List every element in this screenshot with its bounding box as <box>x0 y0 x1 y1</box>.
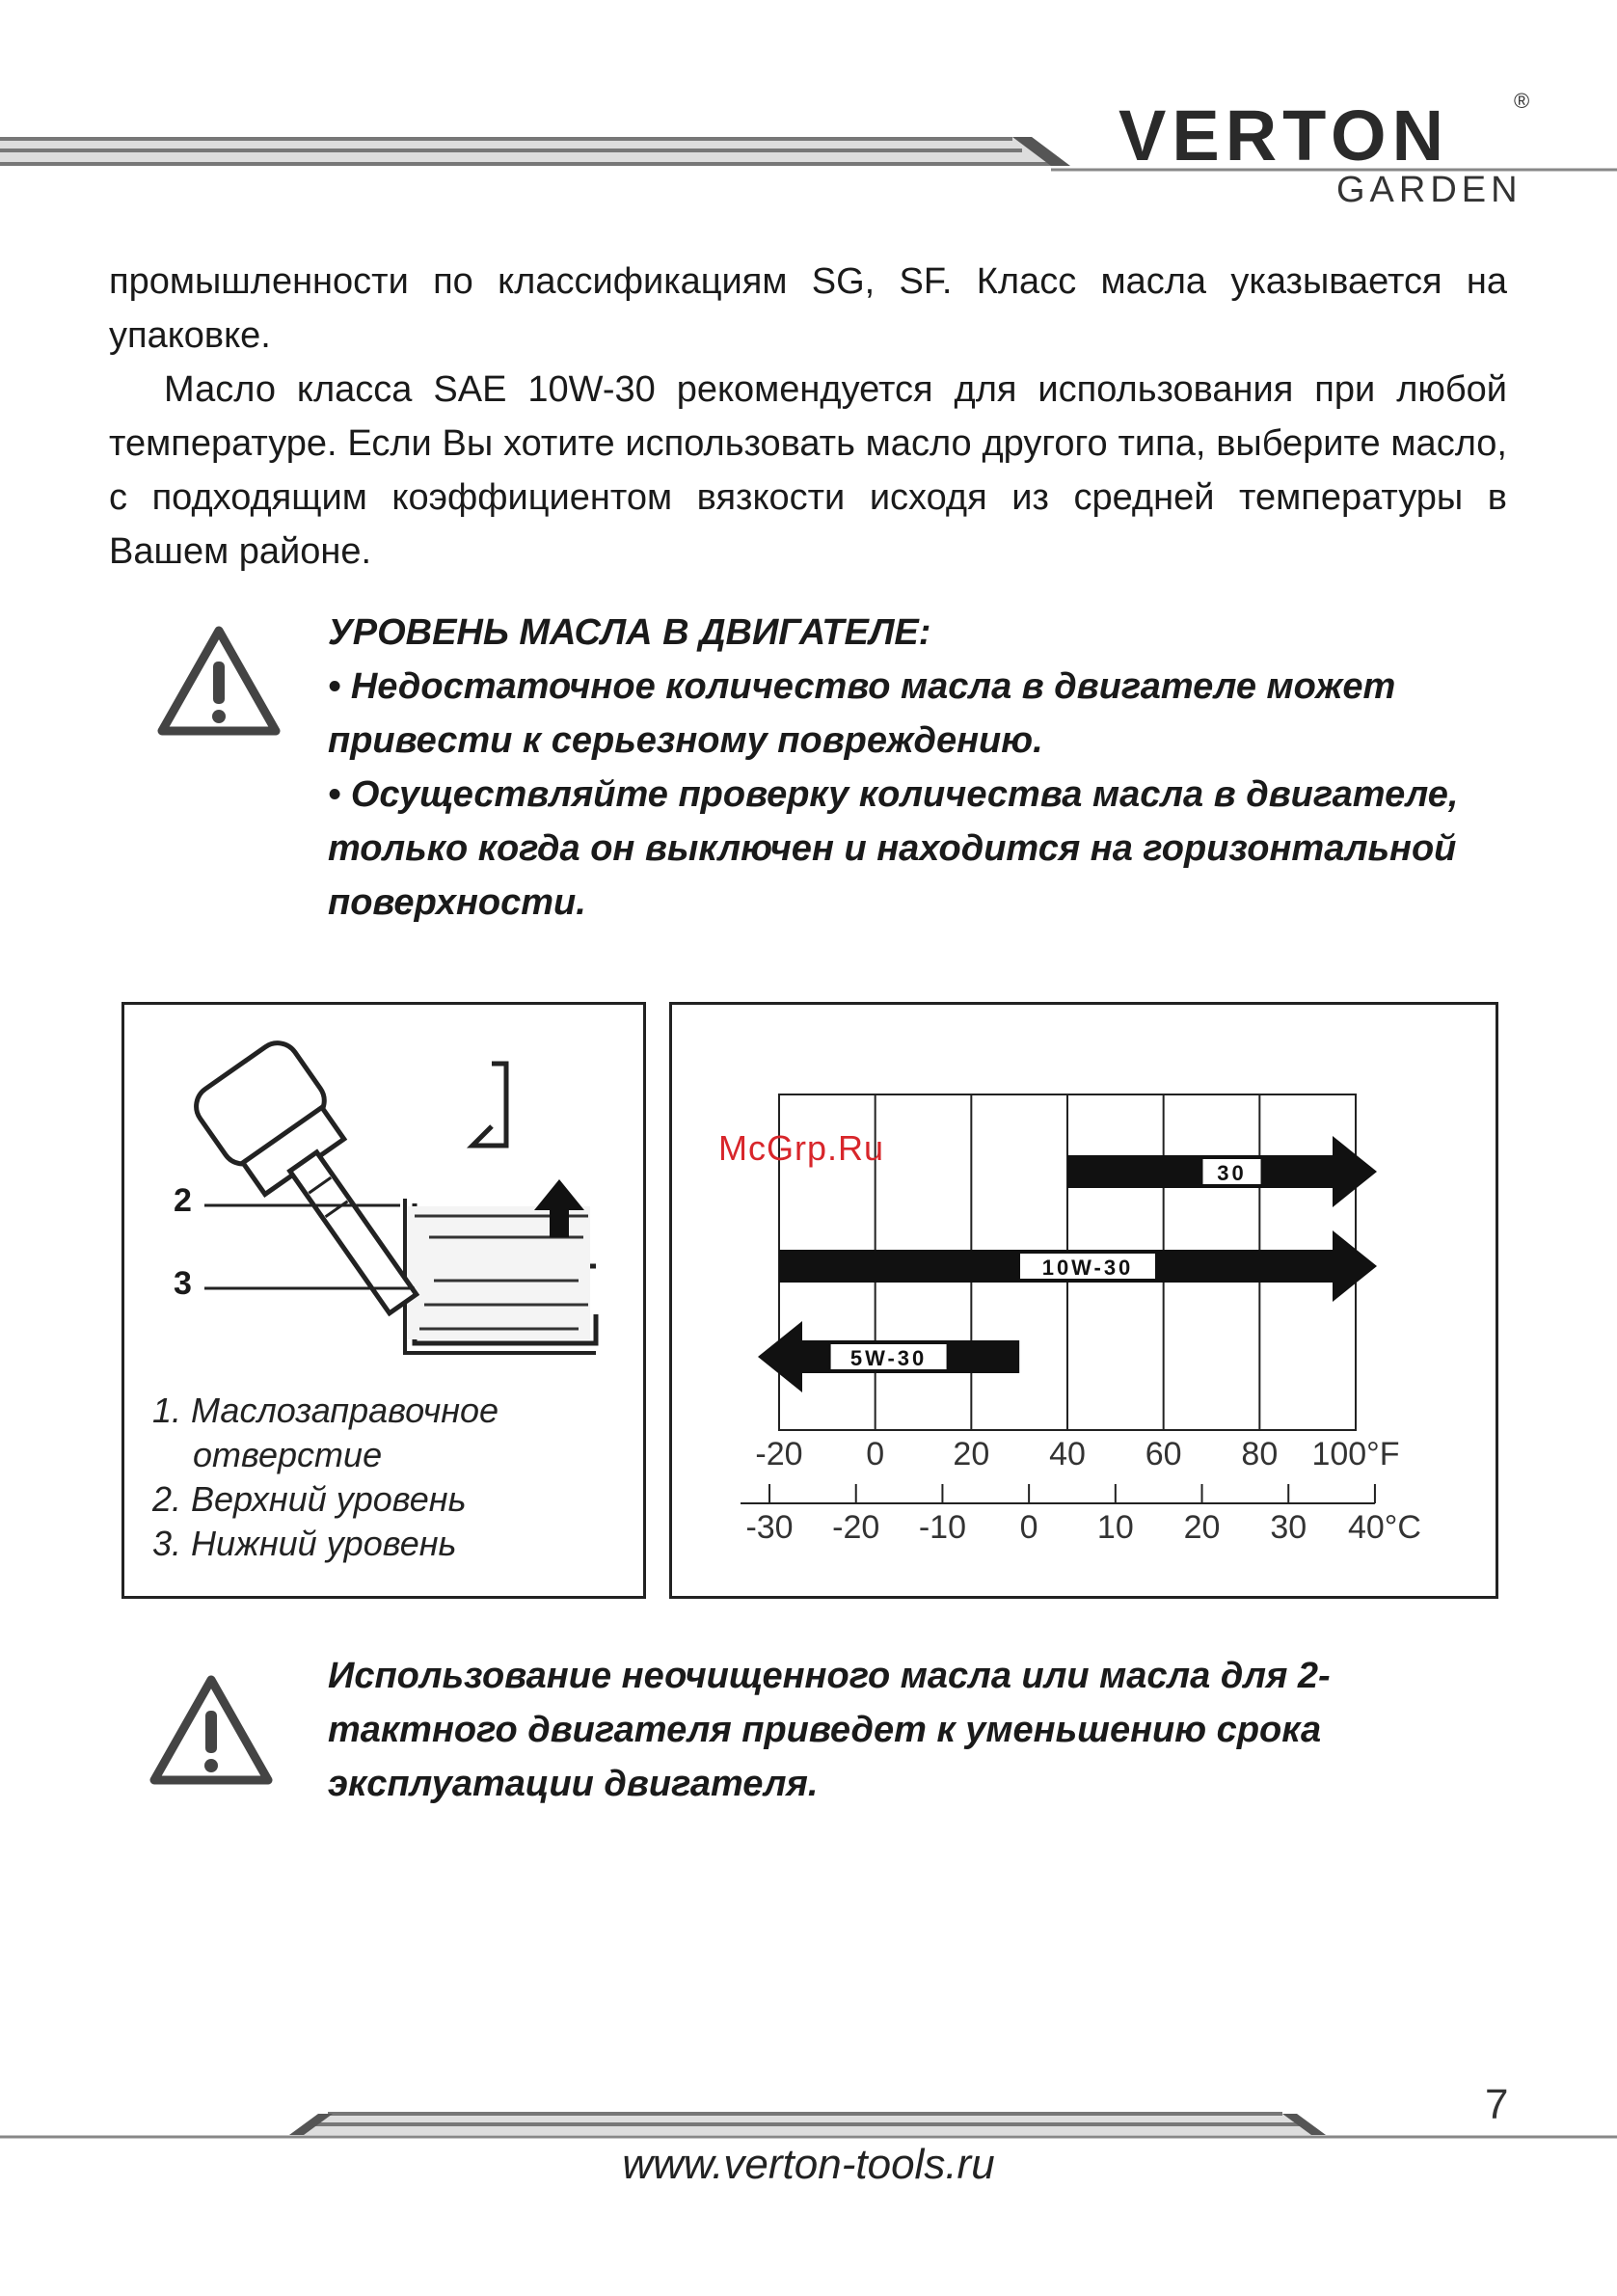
viscosity-label: 30 <box>1217 1161 1247 1185</box>
f-tick-label: 60 <box>1145 1436 1182 1472</box>
viscosity-label: 5W-30 <box>849 1346 928 1370</box>
c-tick-label: -10 <box>918 1509 967 1546</box>
intro-paragraph-1: промышленности по классификациям SG, SF. Класс масла указывается на упаковке. <box>109 261 1507 356</box>
legend-item-2: 2. Верхний уровень <box>152 1479 467 1519</box>
f-tick-label: 0 <box>866 1436 885 1472</box>
f-tick-label: 20 <box>953 1436 990 1472</box>
page-number: 7 <box>1485 2081 1509 2128</box>
c-tick-label: 40°C <box>1347 1509 1421 1546</box>
c-tick-label: 20 <box>1183 1509 1221 1546</box>
c-tick-label: -20 <box>832 1509 880 1546</box>
diagram-legend <box>152 1389 499 1566</box>
warning-oil-level-title: УРОВЕНЬ МАСЛА В ДВИГАТЕЛЕ: <box>328 612 931 653</box>
footer-url[interactable]: www.verton-tools.ru <box>622 2141 995 2188</box>
legend-item-3: 3. Нижний уровень <box>152 1524 457 1563</box>
warning-triangle-icon <box>156 625 282 739</box>
legend-item-1-cont: отверстие <box>193 1435 383 1474</box>
dipstick-illustration <box>125 1006 642 1391</box>
c-tick-label: 0 <box>1019 1509 1038 1546</box>
warning-oil-level-bullet-2: • Осуществляйте проверку количества масла в двигателе, только когда он выключен и находится на горизонтальной поверхности. <box>328 774 1459 923</box>
warning-triangle-icon <box>148 1674 274 1788</box>
warning-oil-type-text: Использование неочищенного масла или масла для 2-тактного двигателя приведет к уменьшению срока эксплуатации двигателя. <box>328 1656 1331 1804</box>
intro-paragraph-2: Масло класса SAE 10W-30 рекомендуется для использования при любой температуре. Если Вы хотите использовать масло другого типа, выберите масло, с подходящим коэффициентом вязкости исходя из средней температуры в Вашем районе. <box>109 369 1507 572</box>
viscosity-label: 10W-30 <box>1041 1256 1134 1280</box>
f-tick-label: 100°F <box>1311 1436 1400 1472</box>
legend-item-1: 1. Маслозаправочное <box>152 1391 499 1430</box>
c-tick-label: 30 <box>1270 1509 1307 1546</box>
registered-mark: ® <box>1514 89 1530 113</box>
warning-oil-level <box>328 606 1514 930</box>
callout-lower-level: 3 <box>174 1265 192 1302</box>
f-tick-label: 40 <box>1049 1436 1086 1472</box>
f-tick-label: 80 <box>1241 1436 1279 1472</box>
brand-sub-logo: GARDEN <box>1336 170 1523 210</box>
warning-oil-type <box>328 1649 1485 1811</box>
c-tick-label: 10 <box>1096 1509 1134 1546</box>
callout-upper-level: 2 <box>174 1182 192 1219</box>
watermark: McGrp.Ru <box>718 1128 885 1168</box>
f-tick-label: -20 <box>755 1436 803 1472</box>
warning-oil-level-bullet-1: • Недостаточное количество масла в двигателе может привести к серьезному повреждению. <box>328 666 1396 761</box>
oil-viscosity-chart <box>669 1002 1498 1599</box>
c-tick-label: -30 <box>745 1509 794 1546</box>
brand-logo: VERTON <box>1118 95 1450 176</box>
